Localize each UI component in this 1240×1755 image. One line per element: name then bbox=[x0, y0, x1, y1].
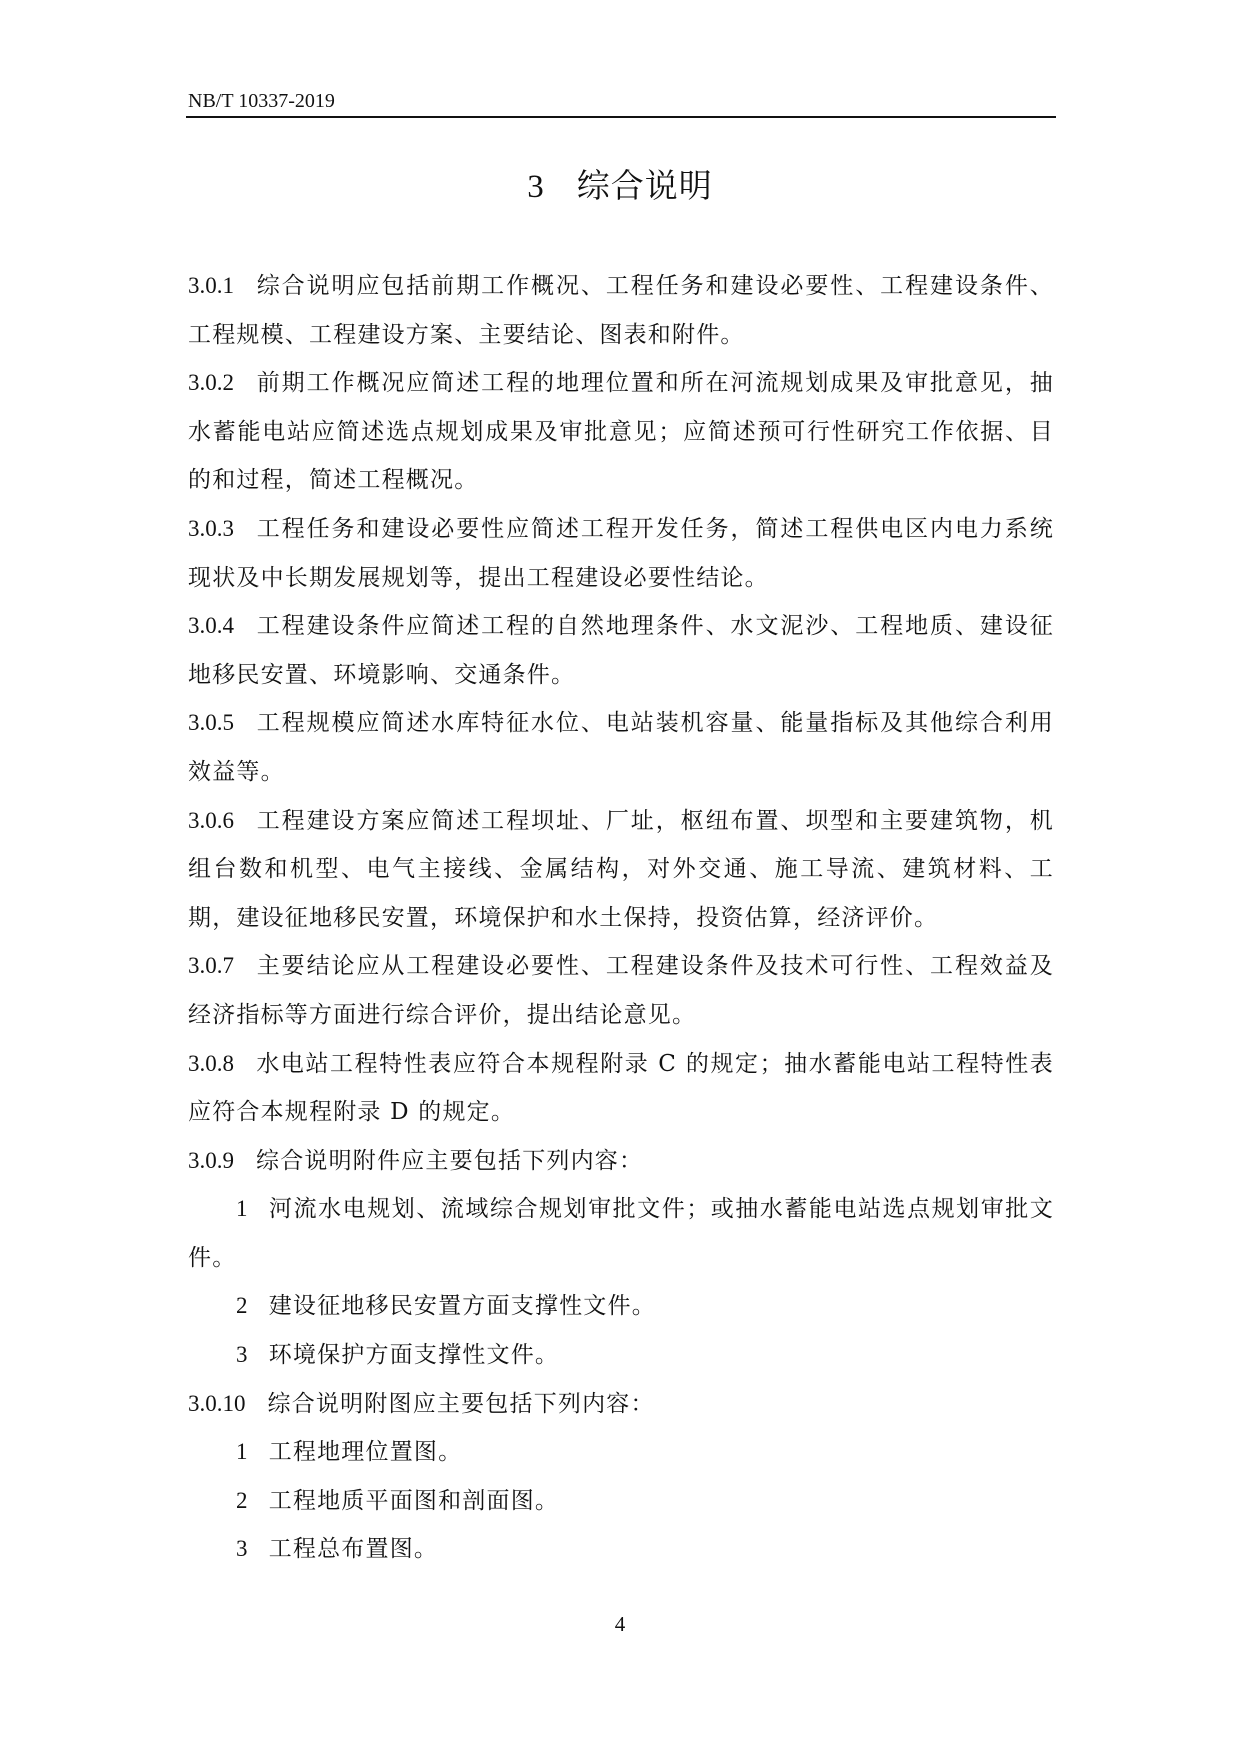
clause-code: 3.0.2 bbox=[188, 370, 234, 396]
item-text: 建设征地移民安置方面支撑性文件。 bbox=[268, 1293, 656, 1320]
clause-text: 水电站工程特性表应符合本规程附录 C 的规定；抽水蓄能电站工程特性表应符合本规程附录 D 的规定。 bbox=[188, 1050, 1054, 1126]
clause-3-0-8 bbox=[188, 1040, 1054, 1137]
attachment-item bbox=[188, 1331, 1054, 1380]
clause-code: 3.0.5 bbox=[188, 710, 234, 736]
item-text: 工程地质平面图和剖面图。 bbox=[268, 1487, 560, 1514]
attachment-item bbox=[188, 1185, 1054, 1282]
document-standard-code: NB/T 10337-2019 bbox=[188, 90, 335, 112]
clause-3-0-3 bbox=[188, 505, 1054, 602]
clause-3-0-1 bbox=[188, 262, 1054, 359]
chapter-number: 3 bbox=[527, 169, 545, 205]
document-body bbox=[188, 262, 1054, 1574]
item-number: 2 bbox=[236, 1293, 249, 1319]
clause-text: 工程规模应简述水库特征水位、电站装机容量、能量指标及其他综合利用效益等。 bbox=[188, 710, 1054, 785]
clause-code: 3.0.9 bbox=[188, 1147, 234, 1173]
header-divider bbox=[186, 116, 1056, 118]
chapter-title: 综合说明 bbox=[576, 166, 713, 205]
drawing-item bbox=[188, 1428, 1054, 1477]
chapter-heading bbox=[0, 160, 1240, 207]
clause-text: 工程建设条件应简述工程的自然地理条件、水文泥沙、工程地质、建设征地移民安置、环境影响、交通条件。 bbox=[188, 613, 1054, 688]
item-number: 1 bbox=[236, 1439, 249, 1465]
item-number: 2 bbox=[236, 1487, 249, 1513]
clause-code: 3.0.1 bbox=[188, 273, 234, 298]
clause-text: 前期工作概况应简述工程的地理位置和所在河流规划成果及审批意见，抽水蓄能电站应简述选点规划成果及审批意见；应简述预可行性研究工作依据、目的和过程，简述工程概况。 bbox=[188, 370, 1054, 494]
clause-code: 3.0.8 bbox=[188, 1050, 234, 1076]
item-number: 3 bbox=[236, 1536, 249, 1562]
item-text: 工程总布置图。 bbox=[268, 1536, 439, 1563]
clause-text: 综合说明应包括前期工作概况、工程任务和建设必要性、工程建设条件、工程规模、工程建设方案、主要结论、图表和附件。 bbox=[188, 273, 1054, 348]
clause-3-0-2 bbox=[188, 359, 1054, 505]
clause-3-0-6 bbox=[188, 797, 1054, 943]
clause-code: 3.0.6 bbox=[188, 807, 234, 833]
clause-text: 综合说明附件应主要包括下列内容： bbox=[256, 1147, 644, 1174]
page-number: 4 bbox=[614, 1612, 626, 1636]
item-text: 河流水电规划、流域综合规划审批文件；或抽水蓄能电站选点规划审批文件。 bbox=[188, 1196, 1054, 1271]
clause-text: 工程任务和建设必要性应简述工程开发任务，简述工程供电区内电力系统现状及中长期发展规划等，提出工程建设必要性结论。 bbox=[188, 515, 1054, 591]
clause-code: 3.0.4 bbox=[188, 613, 234, 639]
clause-code: 3.0.10 bbox=[188, 1390, 246, 1416]
drawing-item bbox=[188, 1477, 1054, 1526]
clause-3-0-9 bbox=[188, 1137, 1054, 1186]
clause-code: 3.0.7 bbox=[188, 953, 234, 979]
clause-text: 工程建设方案应简述工程坝址、厂址，枢纽布置、坝型和主要建筑物，机组台数和机型、电气主接线、金属结构，对外交通、施工导流、建筑材料、工期，建设征地移民安置，环境保护和水土保持，投资估算，经济评价。 bbox=[188, 807, 1054, 931]
clause-code: 3.0.3 bbox=[188, 515, 234, 541]
attachment-item bbox=[188, 1282, 1054, 1331]
clause-text: 主要结论应从工程建设必要性、工程建设条件及技术可行性、工程效益及经济指标等方面进行综合评价，提出结论意见。 bbox=[188, 953, 1054, 1028]
clause-3-0-7 bbox=[188, 942, 1054, 1039]
clause-3-0-4 bbox=[188, 602, 1054, 699]
clause-3-0-5 bbox=[188, 699, 1054, 796]
clause-text: 综合说明附图应主要包括下列内容： bbox=[267, 1390, 655, 1417]
item-number: 3 bbox=[236, 1342, 249, 1368]
clause-3-0-10 bbox=[188, 1380, 1054, 1429]
item-text: 工程地理位置图。 bbox=[268, 1439, 463, 1466]
drawing-item bbox=[188, 1525, 1054, 1574]
item-text: 环境保护方面支撑性文件。 bbox=[268, 1342, 560, 1369]
item-number: 1 bbox=[236, 1196, 249, 1222]
